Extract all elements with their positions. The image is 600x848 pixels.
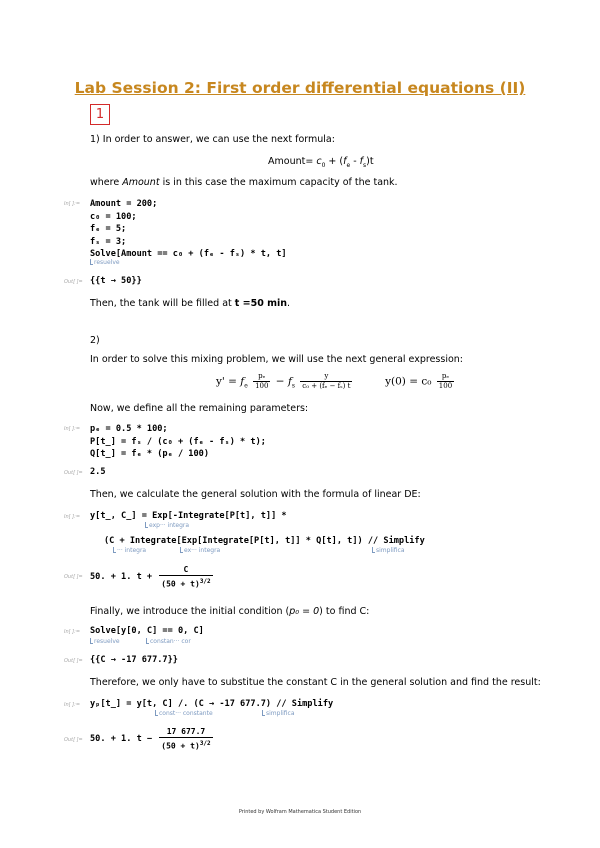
formula-minus: -	[350, 156, 360, 167]
formula-eq: =	[305, 156, 314, 167]
output-cell-5: 50. + 1. t − $\frac{17 677.7}{(50 + t)^{3/2}}$	[90, 727, 211, 751]
code-line: Amount = 200;	[90, 199, 158, 209]
where-var: Amount	[122, 177, 160, 188]
code-line: fₑ = 5;	[90, 224, 127, 234]
where-rest: is in this case the maximum capacity of the tank.	[159, 177, 398, 188]
function-hint: ex··· integra	[180, 547, 220, 554]
p1-intro: 1) In order to answer, we can use the next formula:	[90, 134, 335, 145]
input-cell-4[interactable]: Solve[y[0, C] == 0, C]	[90, 626, 204, 636]
input-cell-3-line-2[interactable]: (C + Integrate[Exp[Integrate[P[t], t]] * Q[t], t]) // Simplify	[104, 536, 425, 546]
section-number-box: 1	[90, 104, 110, 125]
print-footer: Printed by Wolfram Mathematica Student Edition	[238, 809, 362, 815]
function-hint: simplifica	[262, 710, 295, 717]
formula-fs: f	[359, 156, 364, 167]
initial-condition: y(0) = c₀	[385, 375, 432, 388]
input-label: In[ ]:=	[64, 629, 81, 635]
p2-initial: Finally, we introduce the initial condition (p₀ = 0) to find C:	[90, 606, 370, 617]
code-line: pₑ = 0.5 * 100;	[90, 424, 168, 434]
eq-frac-1: $\frac{\text{pₑ}}{100}$	[255, 372, 269, 390]
formula-fs-sub: s	[363, 161, 367, 169]
output-cell-3: 50. + 1. t + $\frac{C}{(50 + t)^{3/2}}$	[90, 565, 211, 589]
function-hint: resuelve	[90, 638, 120, 645]
page-title: Lab Session 2: First order differential equations (II)	[74, 79, 526, 97]
formula-lhs: Amount	[268, 156, 306, 167]
code-line: fₛ = 3;	[90, 236, 127, 247]
output-label: Out[ ]=	[64, 658, 83, 664]
input-cell-2[interactable]	[90, 423, 266, 461]
input-cell-5[interactable]: yₚ[t_] = y[t, C] /. (C → -17 677.7) // Simplify	[90, 699, 334, 709]
conclusion-end: .	[287, 298, 291, 309]
where-word: where	[90, 177, 120, 188]
function-hint: constan··· cor	[146, 638, 191, 645]
p2-define: Now, we define all the remaining parameters:	[90, 403, 309, 414]
p1-where	[90, 177, 398, 188]
function-hint: resuelve	[90, 259, 120, 266]
function-hint: ··· integra	[113, 547, 146, 554]
formula-plus: + (	[325, 156, 344, 167]
code-line: Solve[Amount == c₀ + (fₑ - fₛ) * t, t]	[90, 249, 287, 259]
p2-intro: In order to solve this mixing problem, we will use the next general expression:	[90, 354, 463, 365]
formula-c0: c	[316, 156, 322, 167]
output-label: Out[ ]=	[64, 574, 83, 580]
input-cell-1[interactable]	[90, 198, 287, 261]
output-cell-2: 2.5	[90, 467, 106, 477]
p2-general: Then, we calculate the general solution with the formula of linear DE:	[90, 489, 421, 500]
input-cell-3-line-1[interactable]: y[t_, C_] = Exp[-Integrate[P[t], t]] *	[90, 511, 287, 521]
output-cell-4: {{C → -17 677.7}}	[90, 655, 178, 665]
eq-frac-2: $\frac{y}{\text{c₀ + (fₑ − fₛ) t}}$	[302, 372, 351, 390]
p1-formula	[268, 156, 374, 169]
conclusion-text: Then, the tank will be filled at	[90, 298, 232, 309]
conclusion-bold: t =50 min	[234, 298, 288, 309]
code-line: P[t_] = fₛ / (c₀ + (fₑ - fₛ) * t);	[90, 436, 266, 447]
input-label: In[ ]:=	[64, 514, 81, 520]
output-cell-1: {{t → 50}}	[90, 276, 142, 286]
p2-label: 2)	[90, 335, 100, 346]
initial-var: p₀ = 0	[289, 606, 320, 617]
formula-fe-sub: e	[346, 161, 351, 169]
code-line: Q[t_] = fₑ * (pₑ / 100)	[90, 449, 209, 459]
output-label: Out[ ]=	[64, 279, 83, 285]
ic-frac: $\frac{\text{pₑ}}{100}$	[438, 372, 453, 390]
input-label: In[ ]:=	[64, 702, 81, 708]
formula-end: )t	[366, 156, 374, 167]
formula-c0-sub: 0	[321, 161, 326, 169]
output-label: Out[ ]=	[64, 737, 83, 743]
formula-fe: f	[343, 156, 347, 167]
p1-conclusion	[90, 298, 290, 309]
p2-general-equation: $y' = f_e$ $\frac{\text{pₑ}}{100}$ − $f_s$ $\frac{y}{\text{c₀ + (fₑ − fₛ) t}}$ y(0) = c₀ $\frac{\text{pₑ}}{100}$	[216, 372, 453, 390]
output-label: Out[ ]=	[64, 470, 83, 476]
code-line: c₀ = 100;	[90, 211, 137, 222]
input-label: In[ ]:=	[64, 201, 81, 207]
input-label: In[ ]:=	[64, 426, 81, 432]
function-hint: exp··· integra	[145, 522, 189, 529]
function-hint: const··· constante	[155, 710, 213, 717]
function-hint: simplifica	[372, 547, 405, 554]
p2-substitute: Therefore, we only have to substitue the constant C in the general solution and find the result:	[90, 677, 541, 688]
eq-lhs: y' =	[216, 375, 241, 388]
